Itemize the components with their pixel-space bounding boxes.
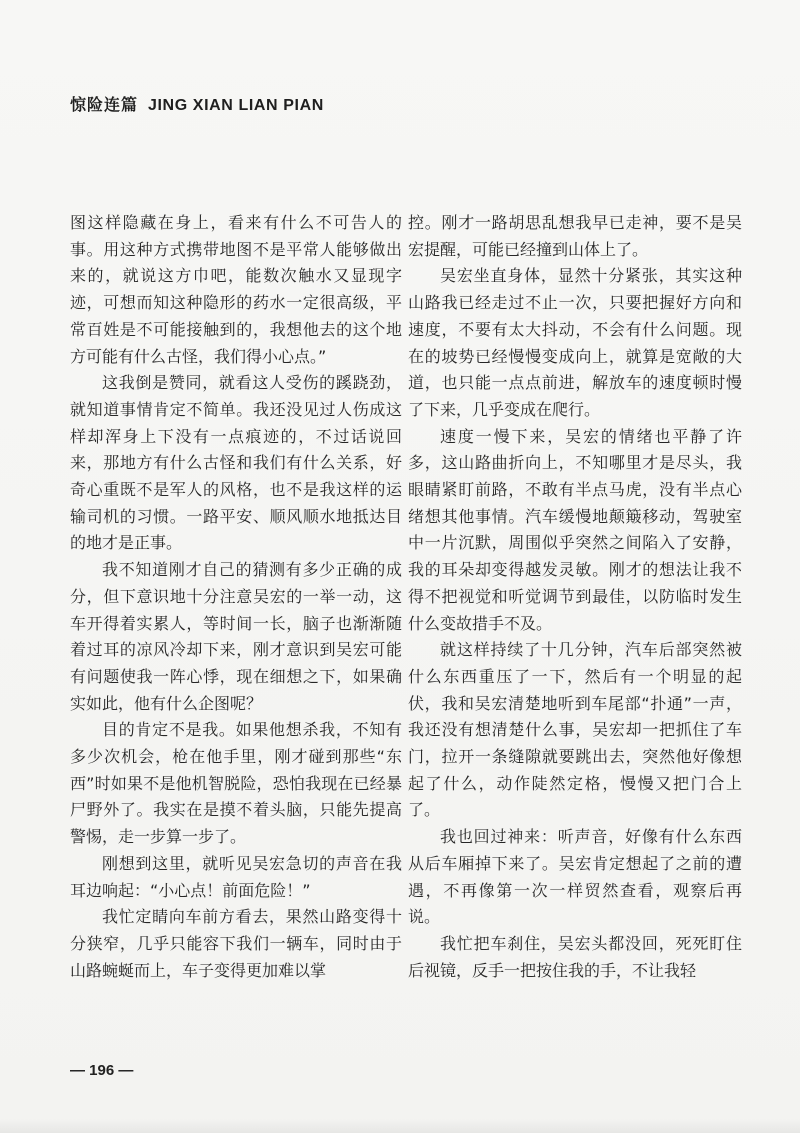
paragraph: 图这样隐藏在身上，看来有什么不可告人的事。用这种方式携带地图不是平常人能够做出来的，就说这方巾吧，能数次触水又显现字迹，可想而知这种隐形的药水一定很高级，平常百姓是不可能接触到的，我想他去的这个地方可能有什么古怪，我们得小心点。” — [70, 213, 402, 366]
running-header — [70, 92, 324, 116]
paragraph: 就这样持续了十几分钟，汽车后部突然被什么东西重压了一下，然后有一个明显的起伏，我和吴宏清楚地听到车尾部“扑通”一声，我还没有想清楚什么事，吴宏却一把抓住了车门，拉开一条缝隙就要跳出去，突然他好像想起了什么，动作陡然定格，慢慢又把门合上了。 — [408, 640, 742, 820]
header-title-pinyin: JING XIAN LIAN PIAN — [148, 97, 324, 114]
right-text-column — [408, 210, 742, 984]
paragraph: 我忙定睛向车前方看去，果然山路变得十分狭窄，几乎只能容下我们一辆车，同时由于山路蜿蜒而上，车子变得更加难以掌 — [70, 907, 402, 980]
paragraph: 我也回过神来：听声音，好像有什么东西从后车厢掉下来了。吴宏肯定想起了之前的遭遇，不再像第一次一样贸然查看，观察后再说。 — [408, 827, 742, 927]
paragraph: 我忙把车刹住，吴宏头都没回，死死盯住后视镜，反手一把按住我的手，不让我轻 — [408, 933, 742, 980]
left-text-column — [70, 210, 402, 984]
paragraph: 刚想到这里，就听见吴宏急切的声音在我耳边响起：“小心点！前面危险！” — [70, 853, 402, 900]
header-title-chinese: 惊险连篇 — [70, 95, 139, 114]
paragraph: 吴宏坐直身体，显然十分紧张，其实这种山路我已经走过不止一次，只要把握好方向和速度，不要有太大抖动，不会有什么问题。现在的坡势已经慢慢变成向上，就算是宽敞的大道，也只能一点点前进，解放车的速度顿时慢了下来，几乎变成在爬行。 — [408, 266, 742, 419]
page-bottom-shadow — [0, 1119, 800, 1133]
paragraph: 控。刚才一路胡思乱想我早已走神，要不是吴宏提醒，可能已经撞到山体上了。 — [408, 213, 742, 259]
paragraph: 我不知道刚才自己的猜测有多少正确的成分，但下意识地十分注意吴宏的一举一动，这车开得着实累人，等时间一长，脑子也渐渐随着过耳的凉风冷却下来，刚才意识到吴宏可能有问题使我一阵心悸，现在细想之下，如果确实如此，他有什么企图呢？ — [70, 560, 402, 713]
page-number: — 196 — — [70, 1062, 134, 1079]
paragraph: 目的肯定不是我。如果他想杀我，不知有多少次机会，枪在他手里，刚才碰到那些“东西”时如果不是他机智脱险，恐怕我现在已经暴尸野外了。我实在是摸不着头脑，只能先提高警惕，走一步算一步了。 — [70, 720, 402, 847]
paragraph: 速度一慢下来，吴宏的情绪也平静了许多，这山路曲折向上，不知哪里才是尽头，我眼睛紧盯前路，不敢有半点马虎，没有半点心绪想其他事情。汽车缓慢地颠簸移动，驾驶室中一片沉默，周围似乎突然之间陷入了安静，我的耳朵却变得越发灵敏。刚才的想法让我不得不把视觉和听觉调节到最佳，以防临时发生什么变故措手不及。 — [408, 426, 742, 633]
paragraph: 这我倒是赞同，就看这人受伤的蹊跷劲，就知道事情肯定不简单。我还没见过人伤成这样却浑身上下没有一点痕迹的，不过话说回来，那地方有什么古怪和我们有什么关系，好奇心重既不是军人的风格，也不是我这样的运输司机的习惯。一路平安、顺风顺水地抵达目的地才是正事。 — [70, 373, 402, 553]
